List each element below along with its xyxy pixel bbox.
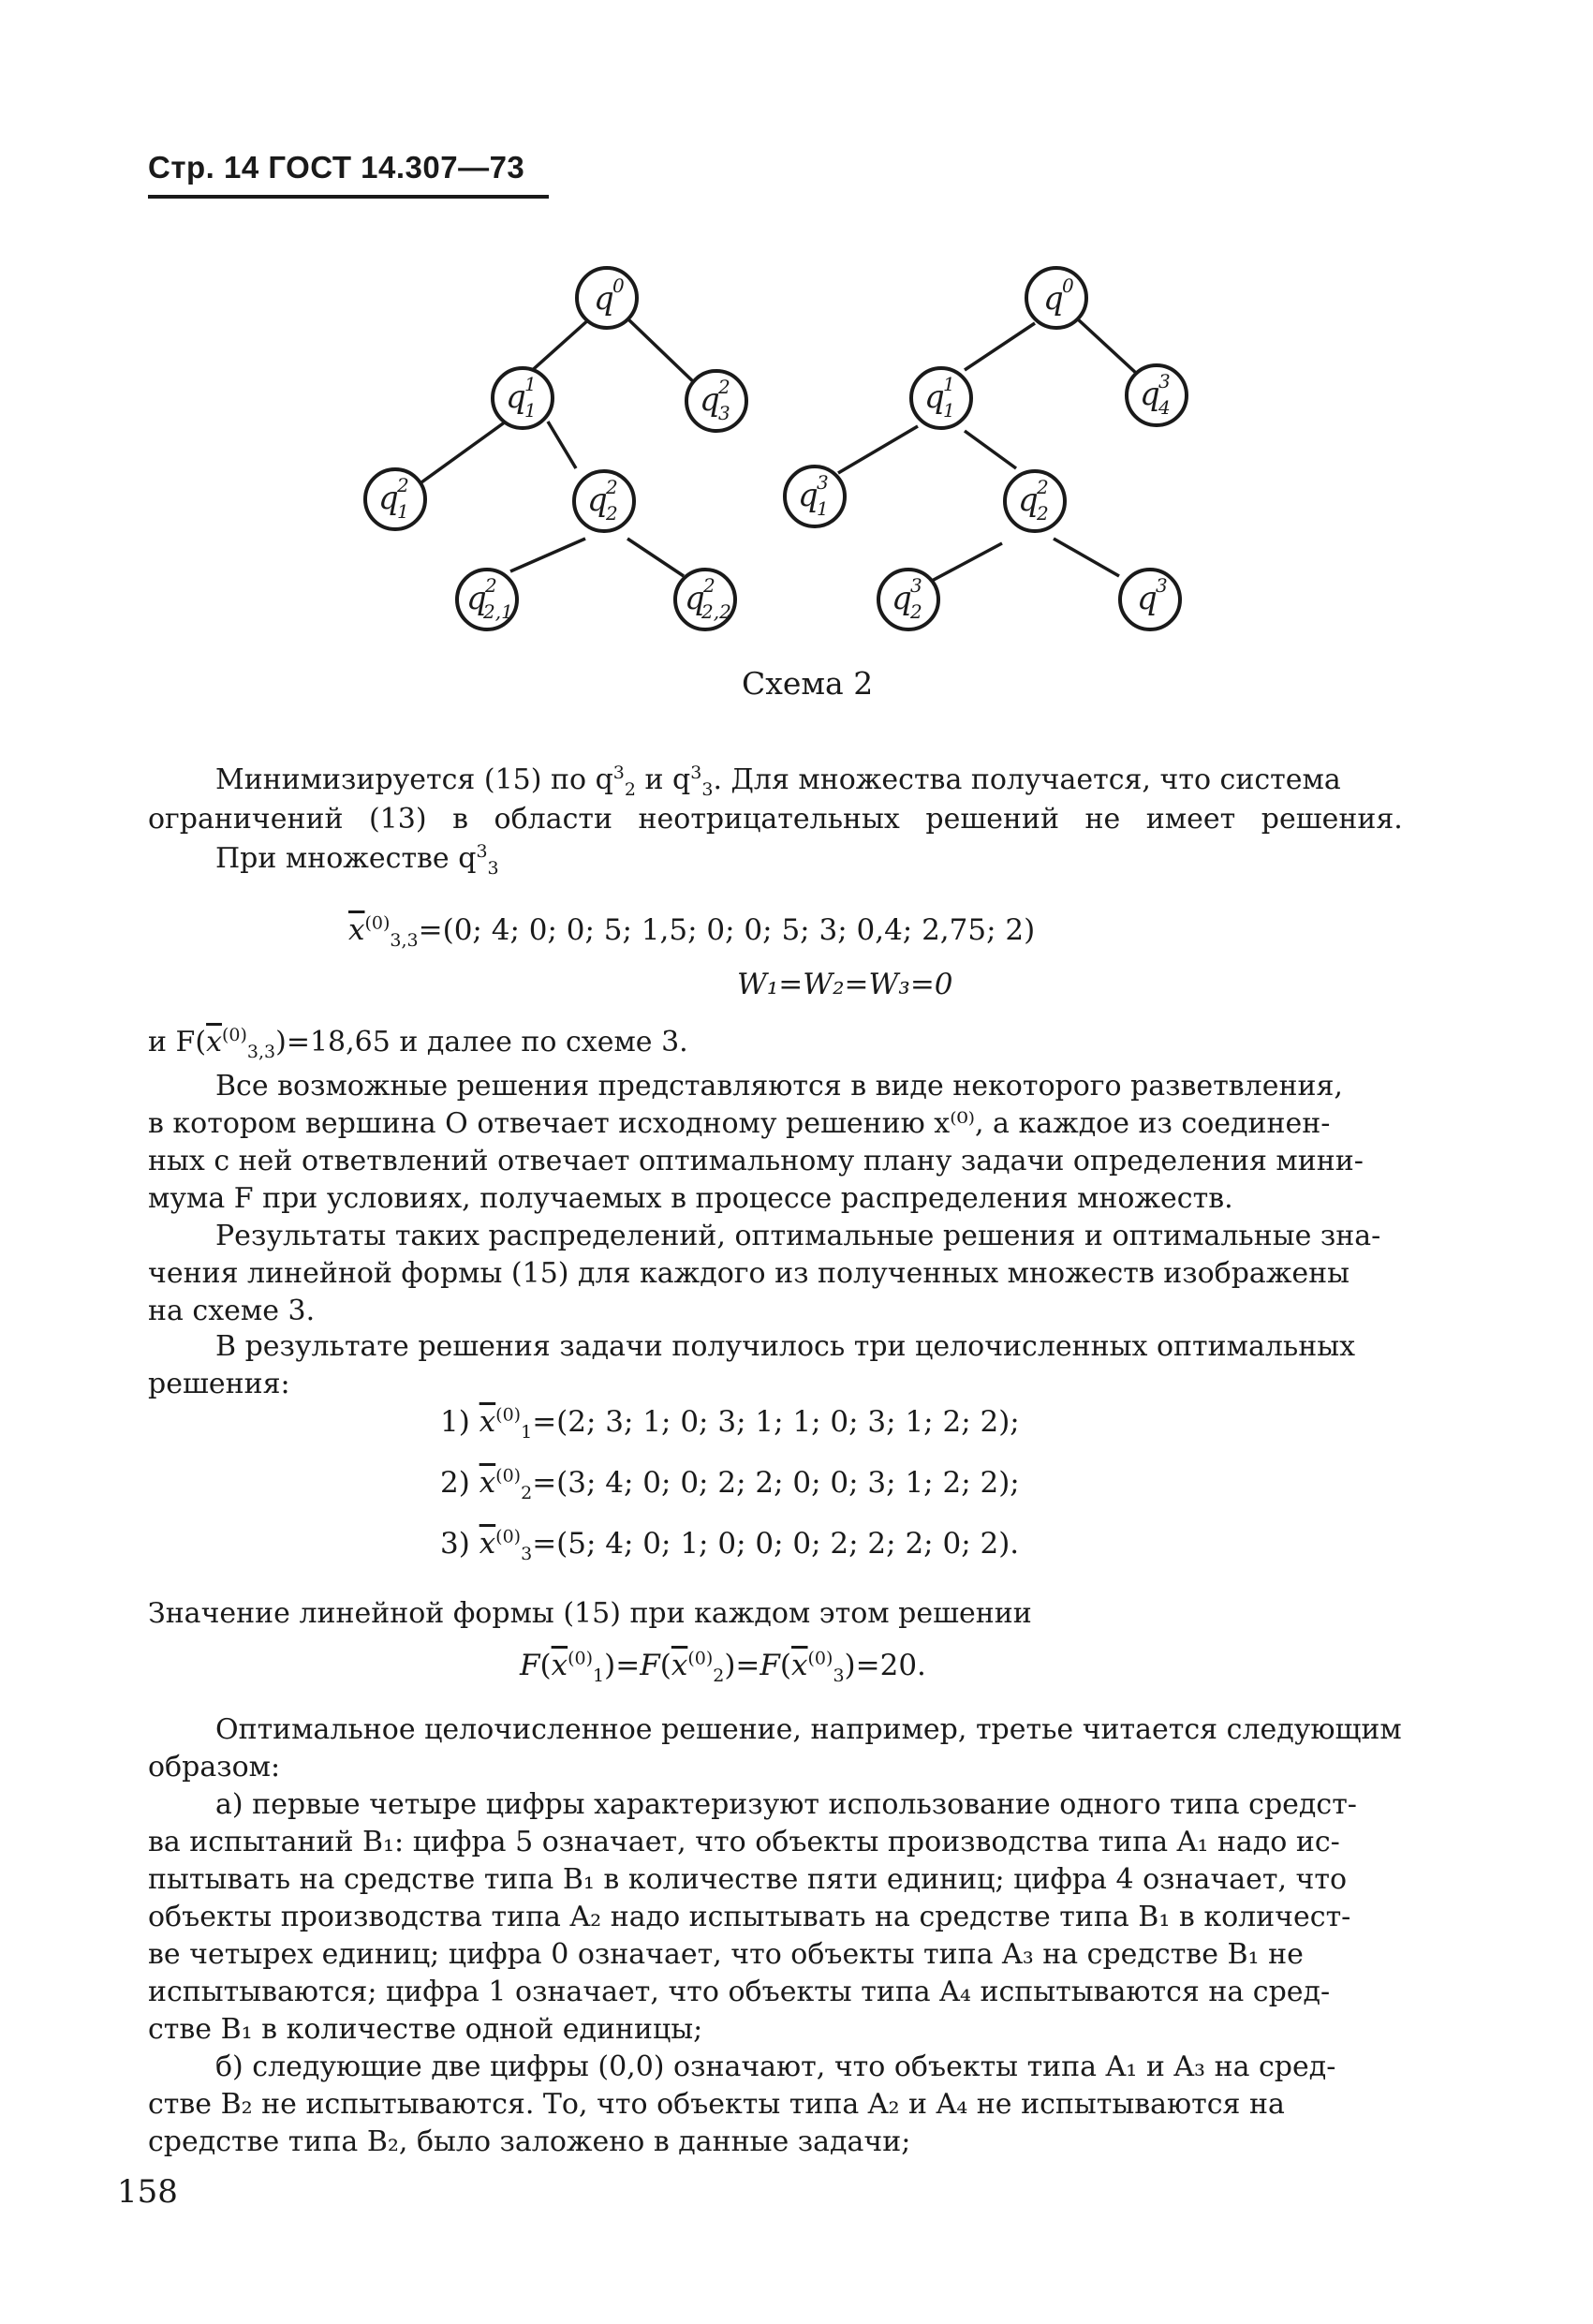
svg-text:q: q <box>1137 580 1158 617</box>
paragraph-a-line: пытывать на средстве типа B₁ в количестве пяти единиц; цифра 4 означает, что <box>148 1863 1348 1896</box>
svg-text:2: 2 <box>397 474 409 496</box>
paragraph-5-line: чения линейной формы (15) для каждого из полученных множеств изображены <box>148 1257 1350 1290</box>
paragraph-8-line: Оптимальное целочисленное решение, например, третье читается следующим <box>215 1713 1402 1746</box>
tree-node <box>1026 268 1086 328</box>
paragraph-6-line: решения: <box>148 1368 290 1400</box>
tree-edge <box>932 543 1002 581</box>
tree-edge <box>510 539 585 571</box>
svg-text:2: 2 <box>718 376 730 398</box>
svg-text:q: q <box>466 580 487 617</box>
svg-text:q: q <box>594 280 614 318</box>
tree-node <box>1120 570 1180 629</box>
tree-node <box>457 570 517 629</box>
solution-2: 2) $\overline{x}^{(0)}_2=(3$; 4; 0; 0; 2; 2; 0; 0; 3; 1; 2; 2); <box>440 1465 1020 1504</box>
paragraph-a-line: ва испытаний B₁: цифра 5 означает, что объекты производства типа A₁ надо ис- <box>148 1826 1340 1858</box>
svg-text:1: 1 <box>397 500 409 523</box>
equation-w: W₁=W₂=W₃=0 <box>737 968 953 1001</box>
paragraph-5-line: Результаты таких распределений, оптимальные решения и оптимальные зна- <box>215 1220 1381 1252</box>
svg-text:3: 3 <box>1156 574 1168 597</box>
equation-x33: $\overline{x}^{(0)}_{3,3}=(0$; 4; 0; 0; 5; 1,5; 0; 0; 5; 3; 0,4; 2,75; 2) <box>348 912 1036 952</box>
svg-text:3: 3 <box>817 471 829 494</box>
tree-node <box>878 570 938 629</box>
tree-edge <box>838 426 918 473</box>
tree-node <box>785 466 845 526</box>
tree-edge <box>965 323 1035 370</box>
paragraph-1-line-1: Минимизируется (15) по $q^3_2$ и $q^3_3$. Для множества получается, что система <box>215 762 1341 800</box>
scheme-2-diagram <box>0 0 1593 712</box>
paragraph-4-line: ных с ней ответвлений отвечает оптимальному плану задачи определения мини- <box>148 1145 1364 1177</box>
paragraph-3: и $F(\overline{x}^{(0)}_{3,3})=18,65$ и далее по схеме 3. <box>148 1025 688 1062</box>
page-header: Стр. 14 ГОСТ 14.307—73 <box>148 150 525 185</box>
svg-text:2: 2 <box>606 502 618 525</box>
svg-text:2: 2 <box>1037 476 1049 498</box>
solution-1: 1) $\overline{x}^{(0)}_1=(2$; 3; 1; 0; 3; 1; 1; 0; 3; 1; 2; 2); <box>440 1404 1020 1443</box>
paragraph-6-line: В результате решения задачи получилось три целочисленных оптимальных <box>215 1330 1356 1363</box>
page-number: 158 <box>117 2173 178 2211</box>
svg-text:1: 1 <box>817 497 829 520</box>
svg-text:q: q <box>1043 280 1064 318</box>
tree-node <box>577 268 637 328</box>
svg-text:2: 2 <box>910 600 922 623</box>
svg-text:2,1: 2,1 <box>483 600 513 623</box>
tree-node <box>365 469 425 529</box>
tree-edge <box>627 318 698 386</box>
paragraph-4-line: Все возможные решения представляются в виде некоторого разветвления, <box>215 1070 1343 1103</box>
svg-text:2: 2 <box>1037 502 1049 525</box>
tree-node <box>911 368 971 428</box>
svg-text:q: q <box>685 580 705 617</box>
paragraph-5-line: на схеме 3. <box>148 1295 316 1327</box>
paragraph-a-line: объекты производства типа A₂ надо испытывать на средстве типа B₁ в количест- <box>148 1901 1351 1933</box>
tree-edge <box>965 431 1016 468</box>
svg-text:3: 3 <box>718 402 730 424</box>
svg-text:q: q <box>892 580 912 617</box>
svg-text:1: 1 <box>943 399 955 422</box>
tree-edge <box>1054 539 1119 576</box>
paragraph-a-line: испытываются; цифра 1 означает, что объекты типа A₄ испытываются на сред- <box>148 1976 1331 2008</box>
svg-text:1: 1 <box>524 399 537 422</box>
paragraph-8-line: образом: <box>148 1751 281 1784</box>
svg-text:q: q <box>506 378 526 416</box>
svg-text:4: 4 <box>1158 396 1171 419</box>
svg-text:q: q <box>378 480 399 517</box>
svg-text:2: 2 <box>485 574 497 597</box>
paragraph-a-line: ве четырех единиц; цифра 0 означает, что объекты типа A₃ на средстве B₁ не <box>148 1938 1304 1971</box>
tree-node <box>675 570 735 629</box>
svg-text:3: 3 <box>910 574 922 597</box>
svg-text:2: 2 <box>703 574 715 597</box>
paragraph-7: Значение линейной формы (15) при каждом этом решении <box>148 1597 1032 1630</box>
paragraph-a-line: а) первые четыре цифры характеризуют использование одного типа средст- <box>215 1788 1357 1821</box>
svg-text:q: q <box>1140 376 1160 413</box>
svg-text:q: q <box>798 477 819 514</box>
svg-text:q: q <box>1018 481 1039 519</box>
svg-text:2,2: 2,2 <box>701 600 731 623</box>
tree-edge <box>548 422 576 468</box>
paragraph-b-line: стве B₂ не испытываются. То, что объекты типа A₂ и A₄ не испытываются на <box>148 2088 1285 2121</box>
tree-node <box>1127 365 1187 425</box>
tree-edge <box>627 539 684 576</box>
tree-node <box>1005 471 1065 531</box>
solution-3: 3) $\overline{x}^{(0)}_3=(5$; 4; 0; 1; 0; 0; 0; 2; 2; 2; 0; 2). <box>440 1526 1020 1565</box>
equation-f-equal: $F(\overline{x}^{(0)}_1)=F(\overline{x}^{(0)}_2)=F(\overline{x}^{(0)}_3)=20$. <box>520 1648 926 1687</box>
paragraph-4-line: в котором вершина О отвечает исходному решению x⁽⁰⁾, а каждое из соединен- <box>148 1107 1331 1140</box>
paragraph-b-line: б) следующие две цифры (0,0) означают, что объекты типа A₁ и A₃ на сред- <box>215 2050 1336 2083</box>
tree-node <box>574 471 634 531</box>
svg-text:1: 1 <box>524 373 537 395</box>
paragraph-a-line: стве B₁ в количестве одной единицы; <box>148 2013 703 2046</box>
tree-node <box>686 371 746 431</box>
svg-text:2: 2 <box>606 476 618 498</box>
tree-edge <box>527 318 590 375</box>
paragraph-2: При множестве $q^3_3$ <box>215 841 499 879</box>
svg-text:3: 3 <box>1158 370 1171 392</box>
svg-text:0: 0 <box>1062 274 1074 297</box>
tree-node <box>493 368 553 428</box>
svg-text:q: q <box>700 381 720 419</box>
svg-text:0: 0 <box>612 274 625 297</box>
svg-text:q: q <box>924 378 945 416</box>
tree-edge <box>1077 318 1138 375</box>
paragraph-b-line: средстве типа B₂, было заложено в данные задачи; <box>148 2125 911 2158</box>
scheme-caption: Схема 2 <box>742 665 874 702</box>
svg-text:1: 1 <box>943 373 955 395</box>
paragraph-1-line-2: ограничений (13) в области неотрицательных решений не имеет решения. <box>148 803 1403 836</box>
svg-text:q: q <box>587 481 608 519</box>
tree-edge <box>421 422 506 482</box>
paragraph-4-line: мума F при условиях, получаемых в процессе распределения множеств. <box>148 1182 1233 1215</box>
